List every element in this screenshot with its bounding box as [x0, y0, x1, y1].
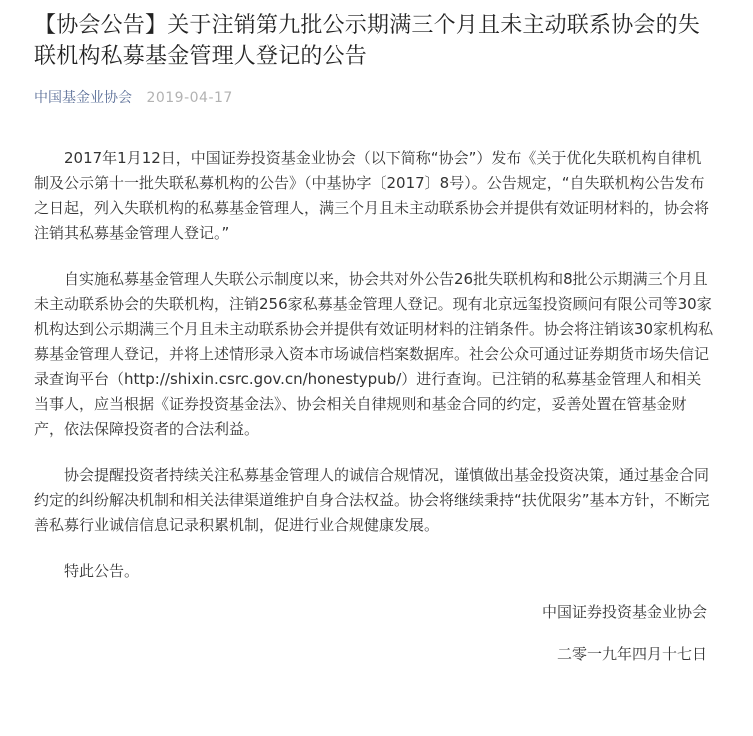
article-body [34, 146, 719, 584]
signature-date: 二零一九年四月十七日 [556, 645, 707, 663]
article-title: 【协会公告】关于注销第九批公示期满三个月且未主动联系协会的失联机构私募基金管理人登记的公告 [34, 13, 701, 69]
paragraph-3: 协会提醒投资者持续关注私募基金管理人的诚信合规情况，谨慎做出基金投资决策，通过基金合同约定的纠纷解决机制和相关法律渠道维护自身合法权益。协会将继续秉持“扶优限劣”基本方针，不断完善私募行业诚信信息记录积累机制，促进行业合规健康发展。 [34, 466, 710, 534]
article-meta [34, 88, 719, 108]
publish-date: 2019-04-17 [146, 90, 233, 106]
signature-block [34, 600, 719, 667]
signature-organization: 中国证券投资基金业协会 [541, 603, 707, 621]
paragraph-1: 2017年1月12日，中国证券投资基金业协会（以下简称“协会”）发布《关于优化失联机构自律机制及公示第十一批失联私募机构的公告》（中基协字〔2017〕8号）。公告规定，“自失联机构公告发布之日起，列入失联机构的私募基金管理人，满三个月且未主动联系协会并提供有效证明材料的，协会将注销其私募基金管理人登记。” [34, 149, 710, 242]
paragraph-closing: 特此公告。 [64, 562, 140, 580]
account-name-link[interactable]: 中国基金业协会 [34, 90, 132, 106]
paragraph-2: 自实施私募基金管理人失联公示制度以来，协会共对外公告26批失联机构和8批公示期满三个月且未主动联系协会的失联机构，注销256家私募基金管理人登记。现有北京远玺投资顾问有限公司等30家机构达到公示期满三个月且未主动联系协会并提供有效证明材料的注销条件。协会将注销该30家机构私募基金管理人登记，并将上述情形录入资本市场诚信档案数据库。社会公众可通过证券期货市场失信记录查询平台（http://shixin.csrc.gov.cn/honestypub/）进行查询。已注销的私募基金管理人和相关当事人，应当根据《证券投资基金法》、协会相关自律规则和基金合同的约定，妥善处置在管基金财产，依法保障投资者的合法利益。 [34, 270, 714, 438]
